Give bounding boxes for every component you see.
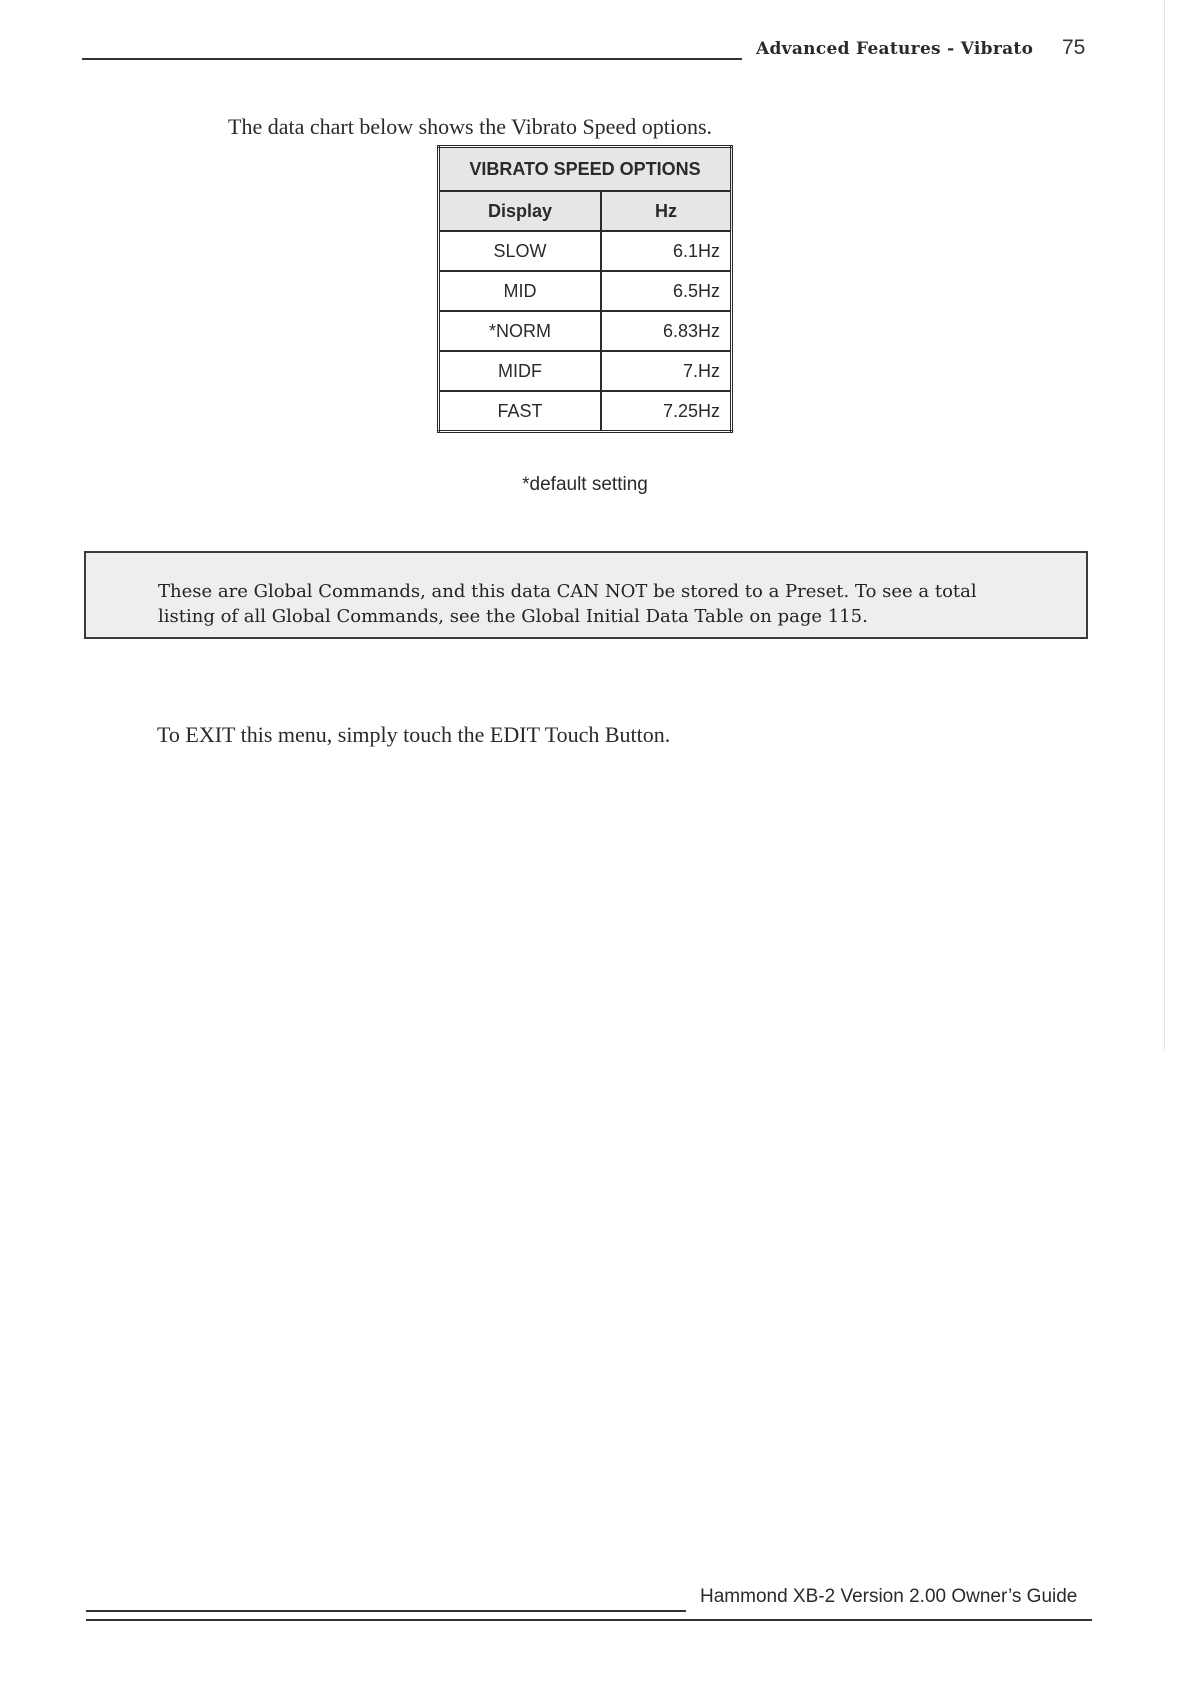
table-header-row xyxy=(439,191,732,231)
hz-cell: 6.1Hz xyxy=(601,231,732,271)
table-row xyxy=(439,351,732,391)
intro-paragraph: The data chart below shows the Vibrato Speed options. xyxy=(228,114,712,139)
table-title: VIBRATO SPEED OPTIONS xyxy=(439,147,732,192)
table-row xyxy=(439,391,732,432)
global-commands-note xyxy=(84,551,1088,639)
footer-guide-title: Hammond XB-2 Version 2.00 Owner’s Guide xyxy=(700,1586,1078,1607)
column-header-hz: Hz xyxy=(601,191,732,231)
display-cell: *NORM xyxy=(439,311,602,351)
default-setting-footnote: *default setting xyxy=(522,474,648,495)
display-cell: MID xyxy=(439,271,602,311)
table-row xyxy=(439,311,732,351)
page-edge-shadow xyxy=(1164,0,1165,1050)
table-row xyxy=(439,271,732,311)
hz-cell: 7.Hz xyxy=(601,351,732,391)
page-number: 75 xyxy=(1062,36,1086,59)
footer-rule xyxy=(86,1619,1092,1621)
table-row xyxy=(439,231,732,271)
note-text: These are Global Commands, and this data CAN NOT be stored to a Preset. To see a total listing of all Global Commands, see the Global Initial Data Table on page 115. xyxy=(158,581,977,627)
column-header-display: Display xyxy=(439,191,602,231)
running-header-title: Advanced Features - Vibrato xyxy=(756,39,1034,59)
hz-cell: 6.83Hz xyxy=(601,311,732,351)
display-cell: SLOW xyxy=(439,231,602,271)
header-rule xyxy=(82,58,742,60)
display-cell: FAST xyxy=(439,391,602,432)
hz-cell: 7.25Hz xyxy=(601,391,732,432)
exit-instruction: To EXIT this menu, simply touch the EDIT Touch Button. xyxy=(157,722,671,747)
footer-rule xyxy=(86,1610,686,1612)
display-cell: MIDF xyxy=(439,351,602,391)
table-title-row xyxy=(439,147,732,192)
hz-cell: 6.5Hz xyxy=(601,271,732,311)
vibrato-speed-table xyxy=(437,145,733,433)
